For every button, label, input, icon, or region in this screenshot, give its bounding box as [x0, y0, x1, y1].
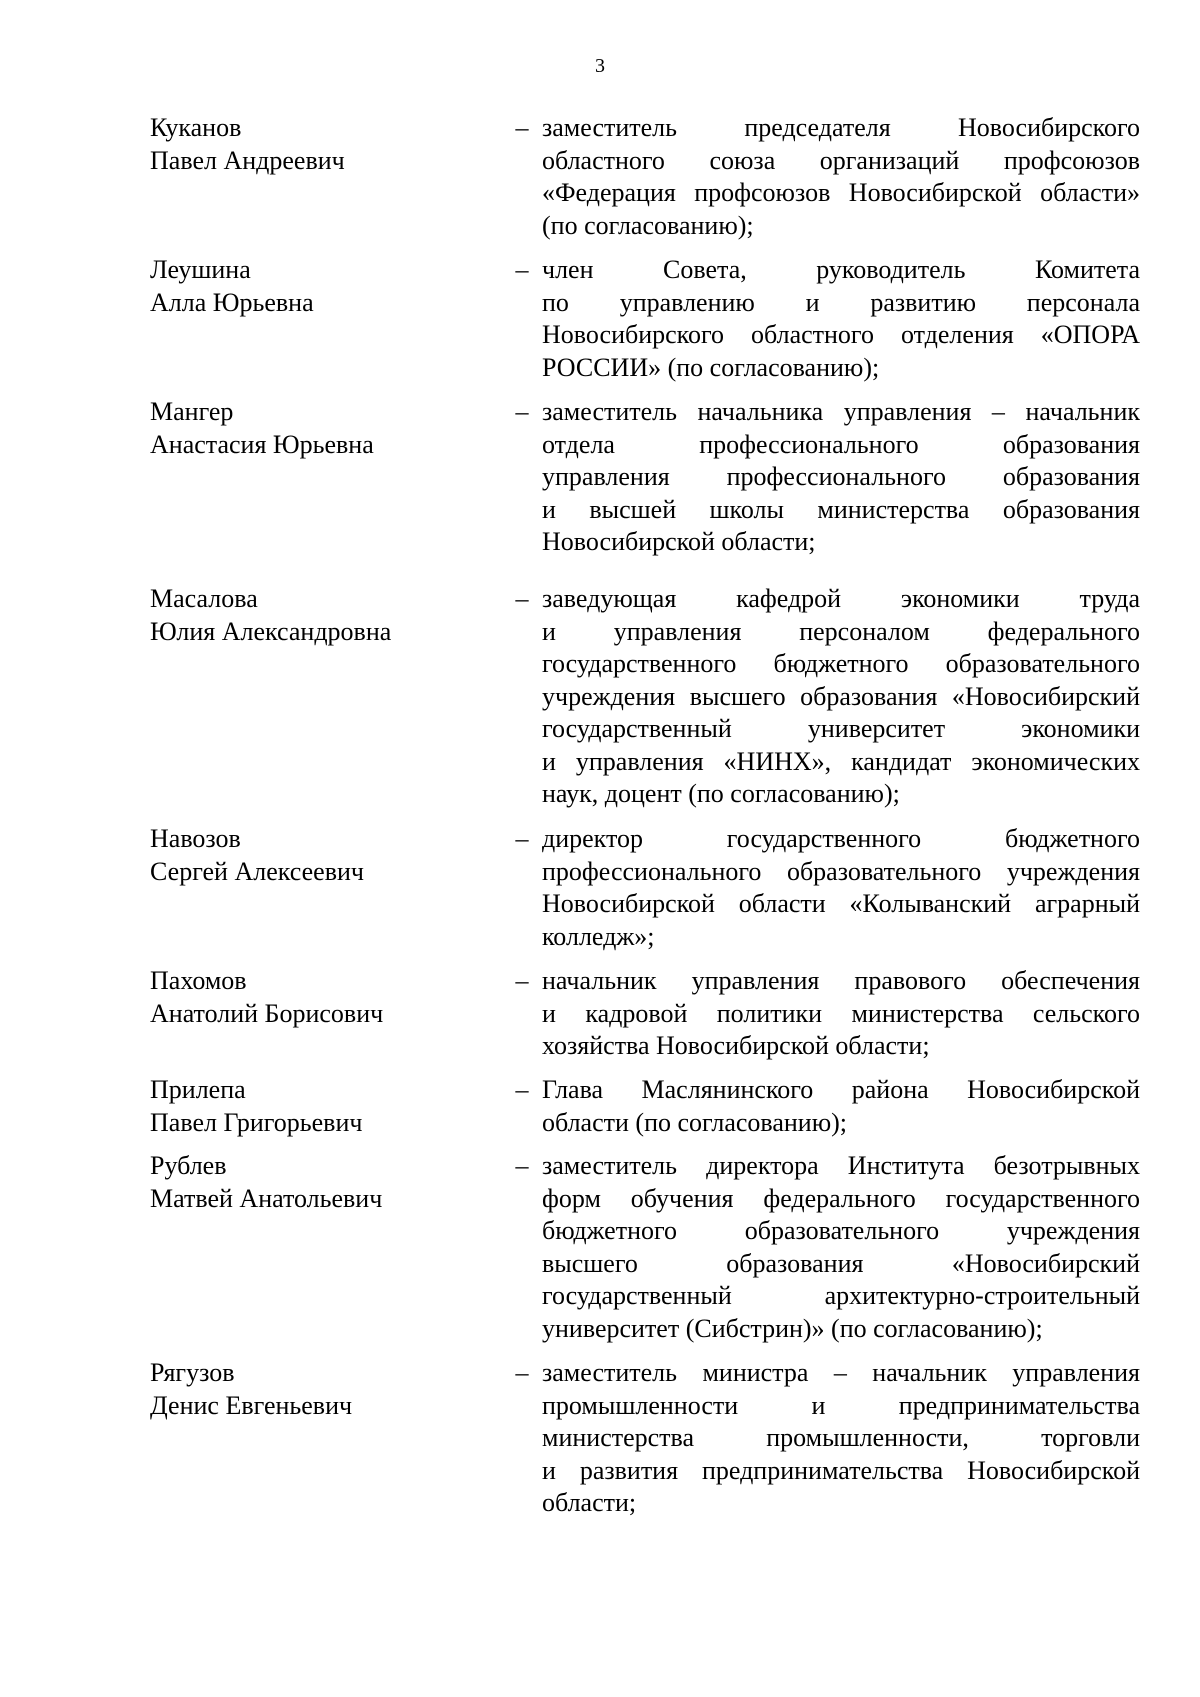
position-line: отдела профессионального образования [542, 429, 1140, 459]
position-line: и управления персоналом федерального [542, 616, 1140, 646]
member-position [542, 1150, 1140, 1345]
dash-separator: – [515, 255, 529, 284]
member-name [150, 965, 490, 1030]
position-line: государственный университет экономики [542, 714, 1140, 743]
position-line: университет (Сибстрин)» (по согласованию); [542, 1313, 1043, 1343]
member-name [150, 112, 490, 177]
dash-separator: – [515, 1151, 529, 1180]
member-given-name: Павел Андреевич [150, 145, 345, 175]
position-line: профессионального образовательного учреждения [542, 856, 1140, 886]
position-line: управления профессионального образования [542, 462, 1140, 491]
member-given-name: Павел Григорьевич [150, 1107, 363, 1137]
member-position [542, 1074, 1140, 1139]
position-line: заместитель начальника управления – начальник [542, 397, 1140, 426]
member-surname: Пахомов [150, 966, 247, 995]
member-given-name: Сергей Алексеевич [150, 856, 364, 886]
position-line: и управления «НИНХ», кандидат экономических [542, 746, 1140, 776]
position-line: Новосибирской области «Колыванский аграрный [542, 889, 1140, 918]
position-line: промышленности и предпринимательства [542, 1390, 1140, 1420]
member-given-name: Юлия Александровна [150, 616, 392, 646]
position-line: государственный архитектурно-строительный [542, 1281, 1140, 1310]
position-line: РОССИИ» (по согласованию); [542, 352, 880, 382]
position-line: Новосибирской области; [542, 527, 816, 556]
dash-separator: – [515, 824, 529, 853]
position-line: «Федерация профсоюзов Новосибирской области» [542, 178, 1140, 207]
position-line: учреждения высшего образования «Новосибирский [542, 681, 1140, 711]
member-position [542, 583, 1140, 811]
member-name [150, 583, 490, 648]
position-line: государственного бюджетного образовательного [542, 649, 1140, 678]
dash-separator: – [515, 966, 529, 995]
position-line: директор государственного бюджетного [542, 824, 1140, 853]
member-name [150, 1074, 490, 1139]
member-given-name: Матвей Анатольевич [150, 1183, 383, 1213]
member-surname: Куканов [150, 113, 242, 142]
member-position [542, 965, 1140, 1063]
position-line: заместитель директора Института безотрывных [542, 1151, 1140, 1180]
position-line: и кадровой политики министерства сельского [542, 998, 1140, 1028]
member-position [542, 112, 1140, 242]
position-line: заместитель министра – начальник управления [542, 1358, 1140, 1387]
member-name [150, 1357, 490, 1422]
member-given-name: Анатолий Борисович [150, 998, 384, 1028]
position-line: Новосибирского областного отделения «ОПОРА [542, 320, 1140, 349]
dash-separator: – [515, 397, 529, 426]
member-surname: Мангер [150, 397, 234, 426]
member-name [150, 396, 490, 461]
position-line: заведующая кафедрой экономики труда [542, 584, 1140, 613]
member-surname: Прилепа [150, 1075, 246, 1104]
position-line: Глава Маслянинского района Новосибирской [542, 1075, 1140, 1104]
member-given-name: Анастасия Юрьевна [150, 429, 374, 459]
member-position [542, 823, 1140, 953]
position-line: хозяйства Новосибирской области; [542, 1031, 930, 1060]
member-position [542, 396, 1140, 559]
position-line: колледж»; [542, 921, 655, 951]
position-line: области (по согласованию); [542, 1107, 848, 1137]
member-surname: Рублев [150, 1151, 227, 1180]
member-surname: Леушина [150, 255, 251, 284]
position-line: по управлению и развитию персонала [542, 287, 1140, 317]
dash-separator: – [515, 113, 529, 142]
position-line: член Совета, руководитель Комитета [542, 255, 1140, 284]
position-line: областного союза организаций профсоюзов [542, 145, 1140, 175]
member-name [150, 254, 490, 319]
position-line: бюджетного образовательного учреждения [542, 1216, 1140, 1245]
member-surname: Навозов [150, 824, 241, 853]
position-line: министерства промышленности, торговли [542, 1423, 1140, 1452]
position-line: высшего образования «Новосибирский [542, 1248, 1140, 1278]
dash-separator: – [515, 1075, 529, 1104]
member-given-name: Алла Юрьевна [150, 287, 314, 317]
dash-separator: – [515, 1358, 529, 1387]
page-number: 3 [595, 55, 605, 77]
position-line: и развития предпринимательства Новосибирской [542, 1455, 1140, 1485]
member-name [150, 823, 490, 888]
position-line: (по согласованию); [542, 210, 754, 240]
member-surname: Рягузов [150, 1358, 235, 1387]
position-line: форм обучения федерального государственного [542, 1183, 1140, 1213]
position-line: наук, доцент (по согласованию); [542, 779, 900, 808]
dash-separator: – [515, 584, 529, 613]
position-line: начальник управления правового обеспечения [542, 966, 1140, 995]
position-line: и высшей школы министерства образования [542, 494, 1140, 524]
member-position [542, 1357, 1140, 1520]
position-line: заместитель председателя Новосибирского [542, 113, 1140, 142]
member-position [542, 254, 1140, 384]
member-name [150, 1150, 490, 1215]
member-given-name: Денис Евгеньевич [150, 1390, 353, 1420]
member-surname: Масалова [150, 584, 258, 613]
position-line: области; [542, 1488, 637, 1517]
